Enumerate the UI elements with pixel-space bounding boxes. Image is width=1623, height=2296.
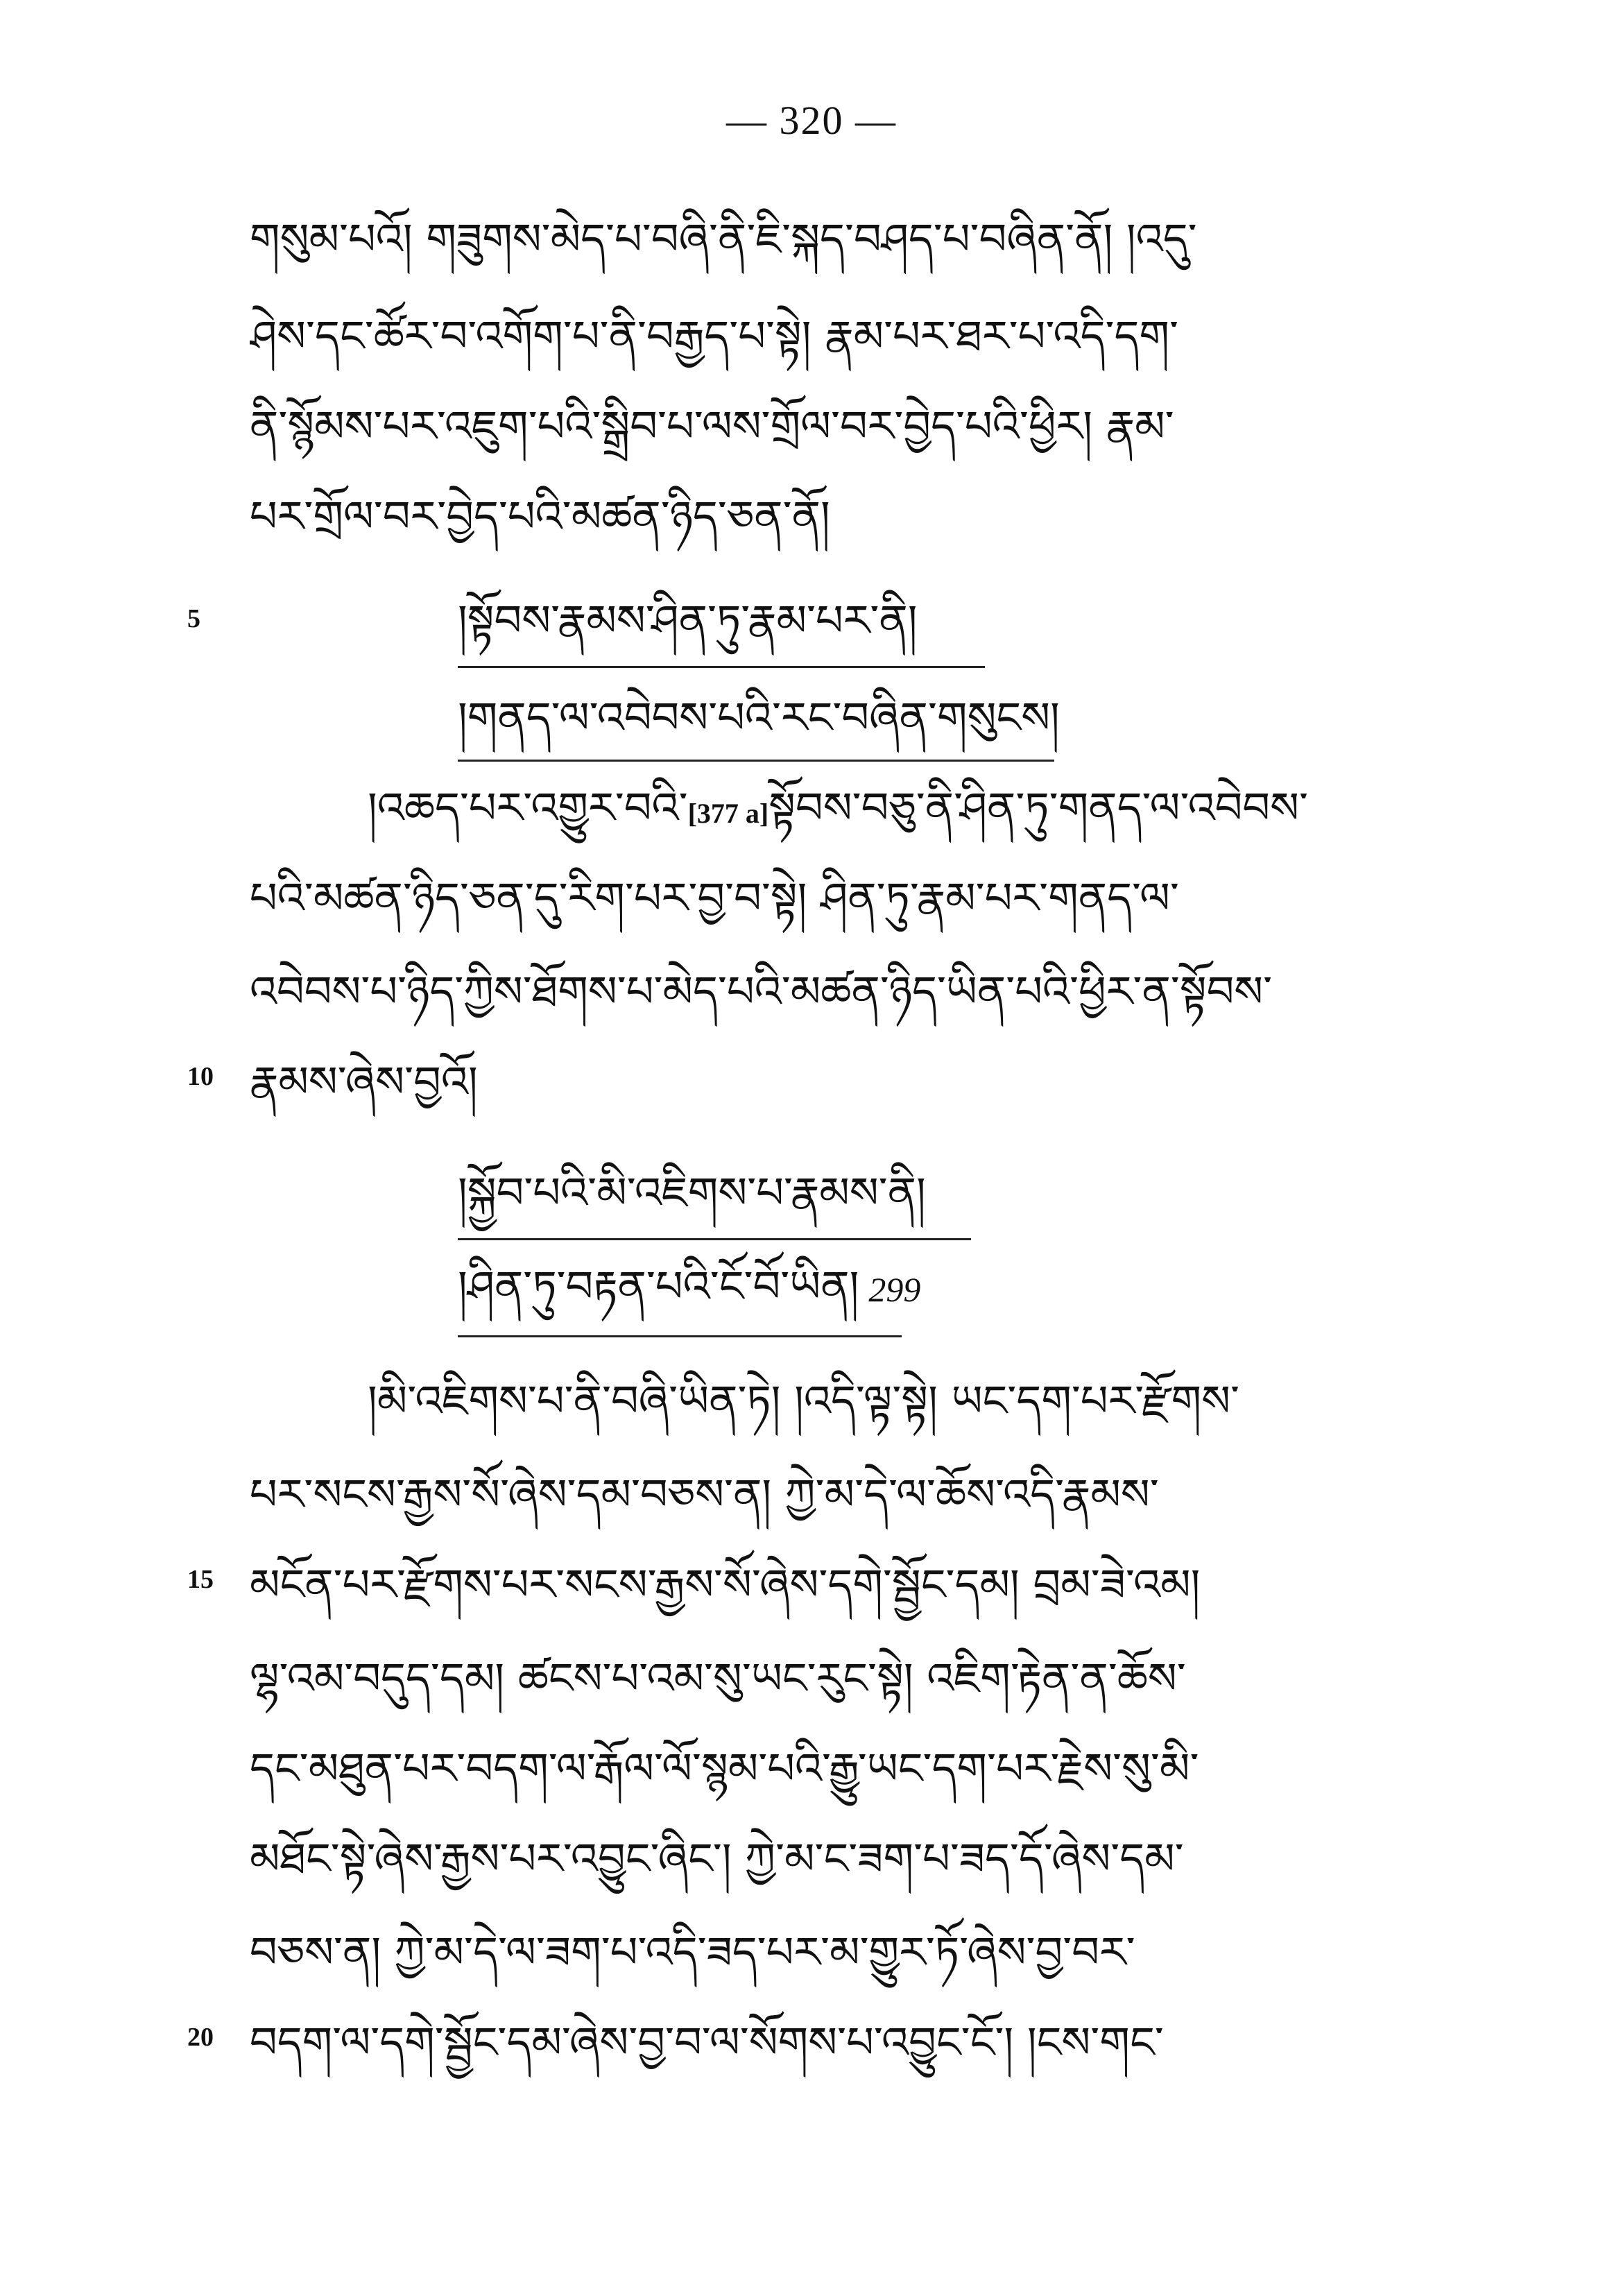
text-line-9: པའི་མཚན་ཉིད་ཅན་དུ་རིག་པར་བྱ་བ་སྟེ། ཤིན་ཏུ་རྣམ་པར་གནད་ལ་ [250, 873, 1179, 923]
text-line-2: ཤེས་དང་ཚོར་བ་འགོག་པ་ནི་བརྒྱད་པ་སྟེ། རྣམ་པར་ཐར་པ་འདི་དག་ [250, 311, 1179, 361]
verse-underline [458, 760, 1054, 762]
text-line-3: ནི་སྙོམས་པར་འཇུག་པའི་སྒྲིབ་པ་ལས་གྲོལ་བར་བྱེད་པའི་ཕྱིར། རྣམ་ [250, 401, 1174, 452]
text-line-14: །མི་འཇིགས་པ་ནི་བཞི་ཡིན་ཏེ། །འདི་ལྟ་སྟེ། ཡང་དག་པར་རྫོགས་ [368, 1376, 1239, 1426]
verse-line: །གནད་ལ་འབེབས་པའི་རང་བཞིན་གསུངས། [458, 692, 1060, 743]
text-line-11: རྣམས་ཞེས་བྱའོ། [250, 1056, 478, 1107]
line-number-20: 20 [187, 2023, 214, 2052]
text-line-18: དང་མཐུན་པར་བདག་ལ་རྒོལ་ལོ་སྙམ་པའི་རྒྱུ་ཡང་དག་པར་རྗེས་སུ་མི་ [250, 1743, 1199, 1794]
verse-line: །སྟོབས་རྣམས་ཤིན་ཏུ་རྣམ་པར་ནི། [458, 595, 918, 646]
verse-underline [458, 1238, 971, 1240]
line-number-10: 10 [187, 1062, 214, 1091]
verse-number: 299 [868, 1270, 921, 1309]
folio-reference: [377 a] [687, 798, 769, 829]
text-line-8 [368, 770, 1450, 846]
text-segment: །འཆད་པར་འགྱུར་བའི་ [368, 782, 688, 833]
text-line-10: འབེབས་པ་ཉིད་ཀྱིས་ཐོགས་པ་མེད་པའི་མཚན་ཉིད་ཡིན་པའི་ཕྱིར་ན་སྟོབས་ [250, 966, 1273, 1017]
text-line-19: མཐོང་སྟེ་ཞེས་རྒྱས་པར་འབྱུང་ཞིང་། ཀྱེ་མ་ང་ཟག་པ་ཟད་དོ་ཞེས་དམ་ [250, 1833, 1184, 1884]
text-line-17: ལྷ་འམ་བདུད་དམ། ཚངས་པ་འམ་སུ་ཡང་རུང་སྟེ། འཇིག་རྟེན་ན་ཆོས་ [250, 1653, 1186, 1704]
text-line-4: པར་གྲོལ་བར་བྱེད་པའི་མཚན་ཉིད་ཅན་ནོ། [250, 491, 830, 542]
text-line-16: མངོན་པར་རྫོགས་པར་སངས་རྒྱས་སོ་ཞེས་དགེ་སྦྱོང་དམ། བྲམ་ཟེ་འམ། [250, 1559, 1201, 1610]
verse-underline [458, 666, 985, 668]
text-line-21: བདག་ལ་དགེ་སྦྱོང་དམ་ཞེས་བྱ་བ་ལ་སོགས་པ་འབྱུང་ངོ་། །ངས་གང་ [250, 2017, 1164, 2068]
text-line-1: གསུམ་པའོ། གཟུགས་མེད་པ་བཞི་ནི་ཇི་སྐད་བཤད་པ་བཞིན་ནོ། །འདུ་ [250, 214, 1197, 264]
line-number-15: 15 [187, 1565, 214, 1594]
verse-underline [458, 1335, 902, 1337]
verse-line: །སྐྱོབ་པའི་མི་འཇིགས་པ་རྣམས་ནི། [458, 1167, 926, 1218]
verse-text: །ཤིན་ཏུ་བརྟན་པའི་ངོ་བོ་ཡིན། [458, 1261, 859, 1312]
verse-line [458, 1252, 920, 1324]
text-line-20: བཅས་ན། ཀྱེ་མ་དེ་ལ་ཟག་པ་འདི་ཟད་པར་མ་གྱུར་ཏོ་ཞེས་བྱ་བར་ [250, 1927, 1135, 1978]
page-number: — 320 — [726, 98, 897, 143]
line-number-5: 5 [187, 604, 200, 633]
text-line-15: པར་སངས་རྒྱས་སོ་ཞེས་དམ་བཅས་ན། ཀྱེ་མ་དེ་ལ་ཆོས་འདི་རྣམས་ [250, 1469, 1159, 1520]
text-segment: སྟོབས་བཅུ་ནི་ཤིན་ཏུ་གནད་ལ་འབེབས་ [768, 782, 1309, 833]
